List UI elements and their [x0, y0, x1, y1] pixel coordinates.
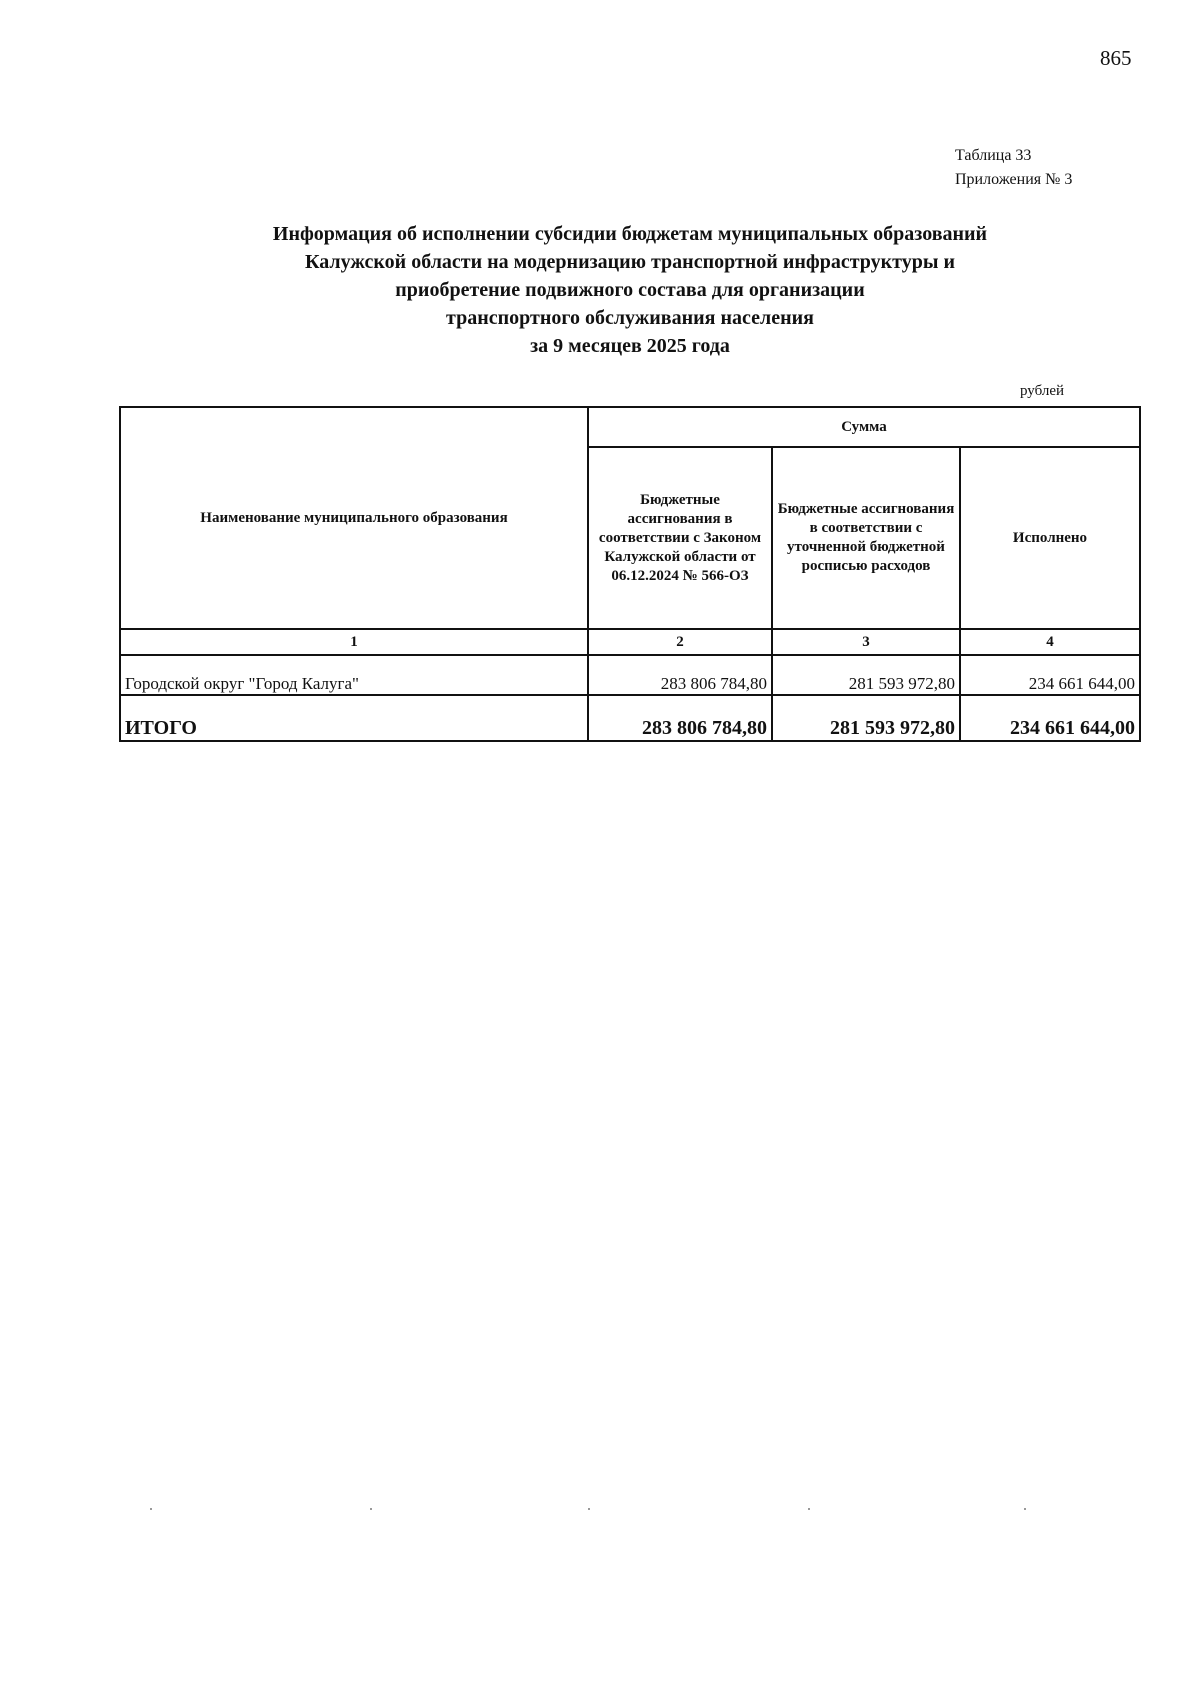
header-col3: Бюджетные ассигнования в соответствии с уточненной бюджетной росписью расходов	[772, 447, 960, 629]
subsidy-table	[119, 406, 1141, 742]
header-col4: Исполнено	[960, 447, 1140, 629]
title-line5: за 9 месяцев 2025 года	[530, 335, 730, 357]
total-col3: 281 593 972,80	[772, 695, 960, 741]
title-line2: Калужской области на модернизацию транспортной инфраструктуры и	[305, 251, 955, 273]
total-col2: 283 806 784,80	[588, 695, 772, 741]
total-label: ИТОГО	[120, 695, 588, 741]
total-col4: 234 661 644,00	[960, 695, 1140, 741]
title-line4: транспортного обслуживания населения	[446, 307, 814, 329]
units-label: рублей	[1020, 383, 1065, 399]
scan-dot	[588, 1508, 590, 1510]
total-row	[120, 695, 1140, 741]
table-row	[120, 655, 1140, 695]
title-line3: приобретение подвижного состава для организации	[395, 279, 865, 301]
scan-dot	[1024, 1508, 1026, 1510]
header-row-group	[120, 407, 1140, 447]
scan-dot	[370, 1508, 372, 1510]
table-ref-line2: Приложения № 3	[955, 171, 1073, 188]
table-ref-line1: Таблица 33	[955, 147, 1032, 164]
header-name-column: Наименование муниципального образования	[120, 407, 588, 629]
column-index: 3	[772, 629, 960, 655]
column-index: 4	[960, 629, 1140, 655]
table-reference	[955, 144, 1072, 192]
column-index: 1	[120, 629, 588, 655]
document-title	[180, 220, 1080, 360]
cell-col3: 281 593 972,80	[772, 655, 960, 695]
column-index: 2	[588, 629, 772, 655]
title-line1: Информация об исполнении субсидии бюджетам муниципальных образований	[272, 223, 988, 245]
scan-dot	[808, 1508, 810, 1510]
scan-dot	[150, 1508, 152, 1510]
municipality-name: Городской округ "Город Калуга"	[120, 655, 588, 695]
page-number: 865	[1100, 46, 1132, 70]
scan-artifact-dots	[0, 1508, 1200, 1512]
column-index-row	[120, 629, 1140, 655]
cell-col4: 234 661 644,00	[960, 655, 1140, 695]
header-col2: Бюджетные ассигнования в соответствии с Законом Калужской области от 06.12.2024 № 566-ОЗ	[588, 447, 772, 629]
header-sum-group: Сумма	[588, 407, 1140, 447]
cell-col2: 283 806 784,80	[588, 655, 772, 695]
